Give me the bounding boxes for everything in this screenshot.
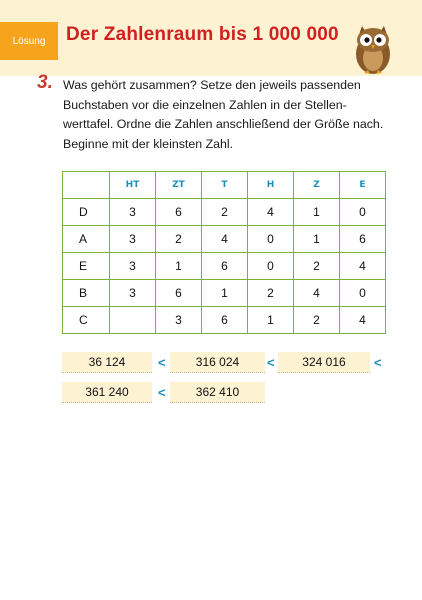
row-letter[interactable]: A — [63, 226, 110, 253]
table-cell: 4 — [294, 280, 340, 307]
answer-field[interactable]: 361 240 — [62, 382, 152, 403]
column-header-e: E — [340, 172, 386, 199]
owl-icon — [350, 18, 396, 76]
table-cell: 6 — [156, 280, 202, 307]
answer-field[interactable]: 36 124 — [62, 352, 152, 373]
less-than-sign: < — [158, 355, 166, 370]
table-cell: 1 — [202, 280, 248, 307]
table-cell: 0 — [340, 199, 386, 226]
table-row — [63, 280, 386, 307]
table-cell: 1 — [294, 226, 340, 253]
solution-label: Lösung — [0, 22, 58, 60]
table-row — [63, 307, 386, 334]
table-cell: 0 — [248, 253, 294, 280]
instruction-line: werttafel. Ordne die Zahlen anschließend der Größe nach. — [63, 117, 384, 131]
column-header-h: H — [248, 172, 294, 199]
table-cell: 3 — [156, 307, 202, 334]
instruction-line: Was gehört zusammen? Setze den jeweils passenden — [63, 78, 361, 92]
instruction-line: Buchstaben vor die einzelnen Zahlen in der Stellen- — [63, 97, 347, 112]
row-letter[interactable]: D — [63, 199, 110, 226]
answer-field[interactable]: 324 016 — [278, 352, 370, 373]
table-cell: 3 — [110, 280, 156, 307]
task-number: 3. — [37, 72, 53, 93]
table-cell: 2 — [294, 253, 340, 280]
table-cell: 2 — [248, 280, 294, 307]
table-row — [63, 253, 386, 280]
table-cell: 6 — [340, 226, 386, 253]
table-cell: 1 — [156, 253, 202, 280]
row-letter[interactable]: E — [63, 253, 110, 280]
column-header-z: Z — [294, 172, 340, 199]
table-cell: 6 — [156, 199, 202, 226]
table-cell: 4 — [340, 307, 386, 334]
column-header-ht: HT — [110, 172, 156, 199]
table-cell: 3 — [110, 199, 156, 226]
instruction-line: Beginne mit der kleinsten Zahl. — [63, 136, 234, 151]
table-cell: 6 — [202, 307, 248, 334]
table-row — [63, 226, 386, 253]
answer-field[interactable]: 316 024 — [170, 352, 265, 373]
task-instructions — [63, 76, 383, 154]
column-header-t: T — [202, 172, 248, 199]
table-cell: 4 — [248, 199, 294, 226]
less-than-sign: < — [374, 355, 382, 370]
table-cell: 2 — [156, 226, 202, 253]
table-row — [63, 199, 386, 226]
column-header — [63, 172, 110, 199]
page-title: Der Zahlenraum bis 1 000 000 — [66, 24, 339, 45]
table-cell: 6 — [202, 253, 248, 280]
less-than-sign: < — [267, 355, 275, 370]
table-cell: 0 — [248, 226, 294, 253]
table-cell — [110, 307, 156, 334]
column-header-zt: ZT — [156, 172, 202, 199]
answer-field[interactable]: 362 410 — [170, 382, 265, 403]
table-cell: 0 — [340, 280, 386, 307]
table-header-row — [63, 172, 386, 199]
less-than-sign: < — [158, 385, 166, 400]
table-cell: 1 — [294, 199, 340, 226]
table-cell: 2 — [202, 199, 248, 226]
page-header — [0, 0, 422, 76]
table-cell: 2 — [294, 307, 340, 334]
table-cell: 4 — [202, 226, 248, 253]
table-cell: 4 — [340, 253, 386, 280]
row-letter[interactable]: C — [63, 307, 110, 334]
row-letter[interactable]: B — [63, 280, 110, 307]
place-value-table — [62, 171, 386, 334]
table-cell: 3 — [110, 226, 156, 253]
table-cell: 3 — [110, 253, 156, 280]
table-cell: 1 — [248, 307, 294, 334]
